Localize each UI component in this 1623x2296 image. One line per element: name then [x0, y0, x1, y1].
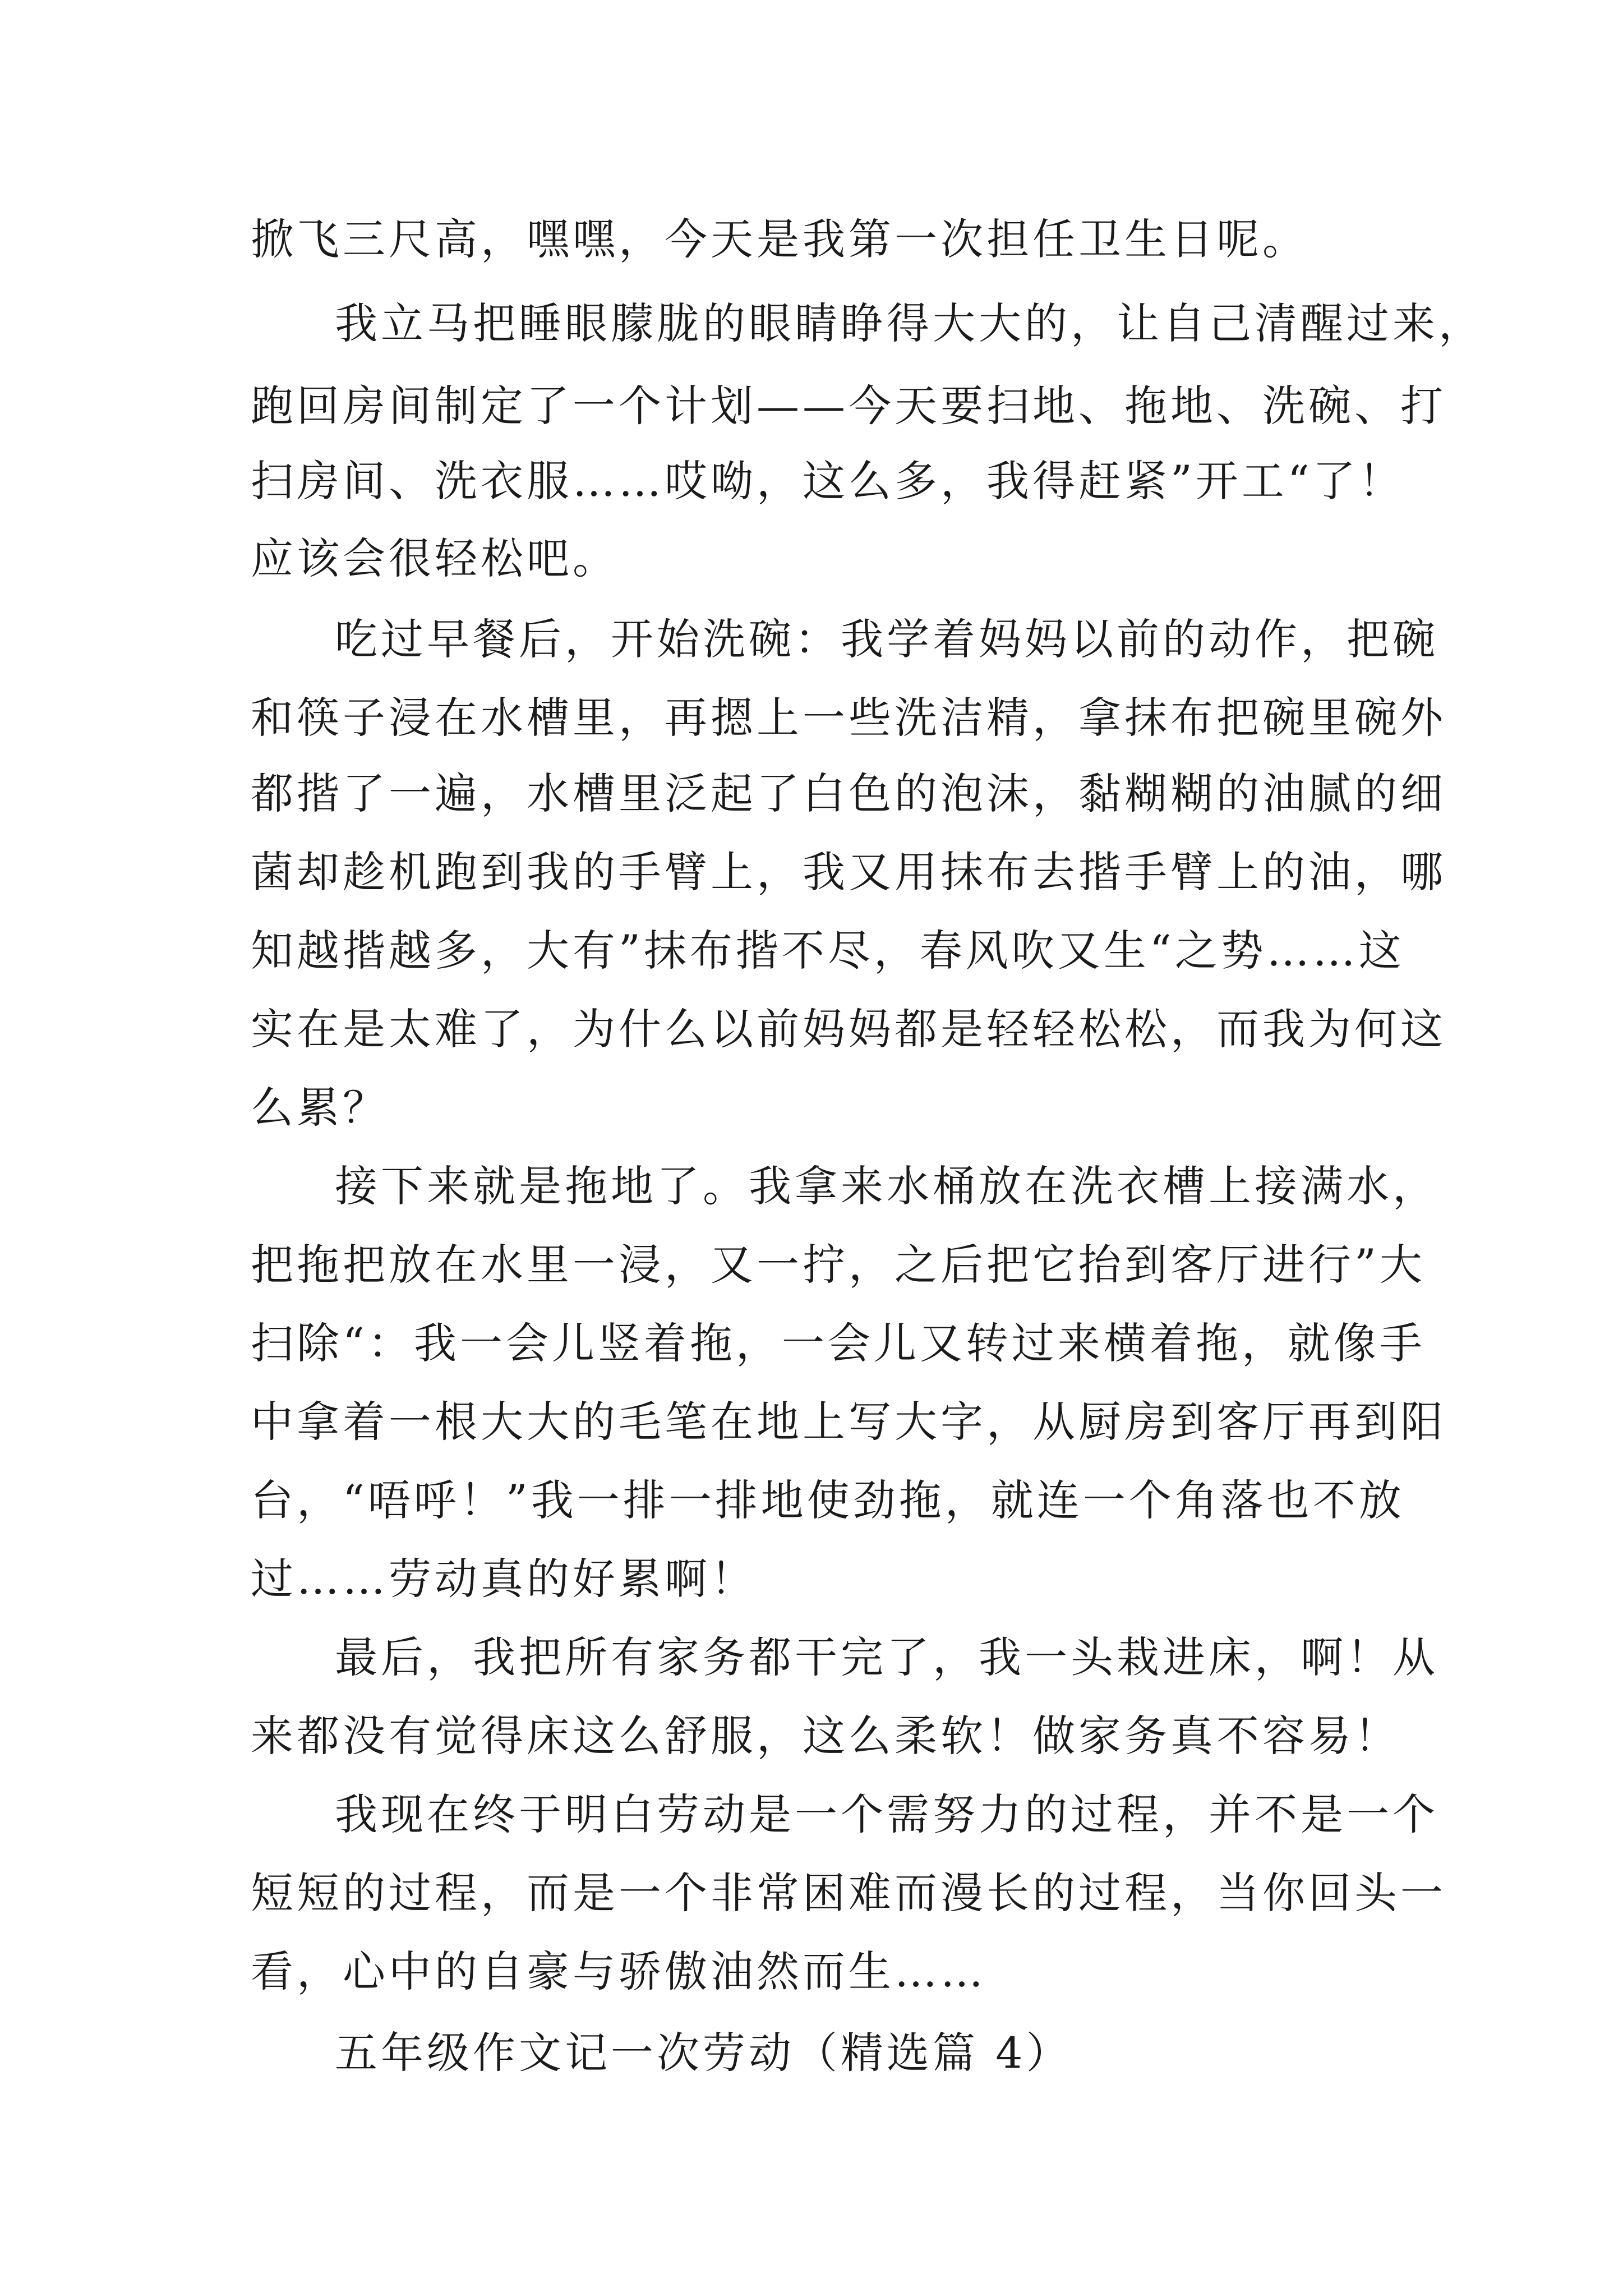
text-line: 中拿着一根大大的毛笔在地上写大字，从厨房到客厅再到阳 [251, 1397, 1446, 1447]
text-line: 实在是太难了，为什么以前妈妈都是轻轻松松，而我为何这 [251, 1004, 1446, 1054]
text-line: 知越揩越多，大有”抹布揩不尽，春风吹又生“之势……这 [251, 926, 1405, 976]
text-line: 么累？ [251, 1083, 389, 1133]
paragraph-start-line: 最后，我把所有家务都干完了，我一头栽进床，啊！从 [335, 1632, 1438, 1682]
text-line: 跑回房间制定了一个计划——今天要扫地、拖地、洗碗、打 [251, 381, 1446, 431]
text-line: 来都没有觉得床这么舒服，这么柔软！做家务真不容易！ [251, 1711, 1400, 1761]
text-line: 和筷子浸在水槽里，再摁上一些洗洁精，拿抹布把碗里碗外 [251, 693, 1446, 743]
paragraph-start-line: 我立马把睡眼朦胧的眼睛睁得大大的，让自己清醒过来， [335, 298, 1484, 348]
text-line: 台，“唔呼！”我一排一排地使劲拖，就连一个角落也不放 [251, 1475, 1405, 1525]
text-line: 过……劳动真的好累啊！ [251, 1554, 757, 1604]
paragraph-start-line: 吃过早餐后，开始洗碗：我学着妈妈以前的动作，把碗 [335, 614, 1438, 664]
text-line: 菌却趁机跑到我的手臂上，我又用抹布去揩手臂上的油，哪 [251, 847, 1446, 897]
paragraph-start-line: 接下来就是拖地了。我拿来水桶放在洗衣槽上接满水， [335, 1161, 1438, 1211]
text-line: 扫房间、洗衣服……哎呦，这么多，我得赶紧”开工“了！ [251, 456, 1405, 506]
text-line: 看，心中的自豪与骄傲油然而生…… [251, 1947, 986, 1996]
text-line: 扫除“：我一会儿竖着拖，一会儿又转过来横着拖，就像手 [251, 1318, 1426, 1368]
section-heading: 五年级作文记一次劳动（精选篇 4） [335, 2028, 1072, 2078]
text-line: 掀飞三尺高，嘿嘿，今天是我第一次担任卫生日呢。 [251, 214, 1308, 264]
text-line: 把拖把放在水里一浸，又一拧，之后把它抬到客厅进行”大 [251, 1240, 1426, 1290]
text-line: 短短的过程，而是一个非常困难而漫长的过程，当你回头一 [251, 1868, 1446, 1918]
paragraph-start-line: 我现在终于明白劳动是一个需努力的过程，并不是一个 [335, 1789, 1438, 1839]
text-line: 都揩了一遍，水槽里泛起了白色的泡沫，黏糊糊的油腻的细 [251, 769, 1446, 818]
text-line: 应该会很轻松吧。 [251, 533, 619, 583]
